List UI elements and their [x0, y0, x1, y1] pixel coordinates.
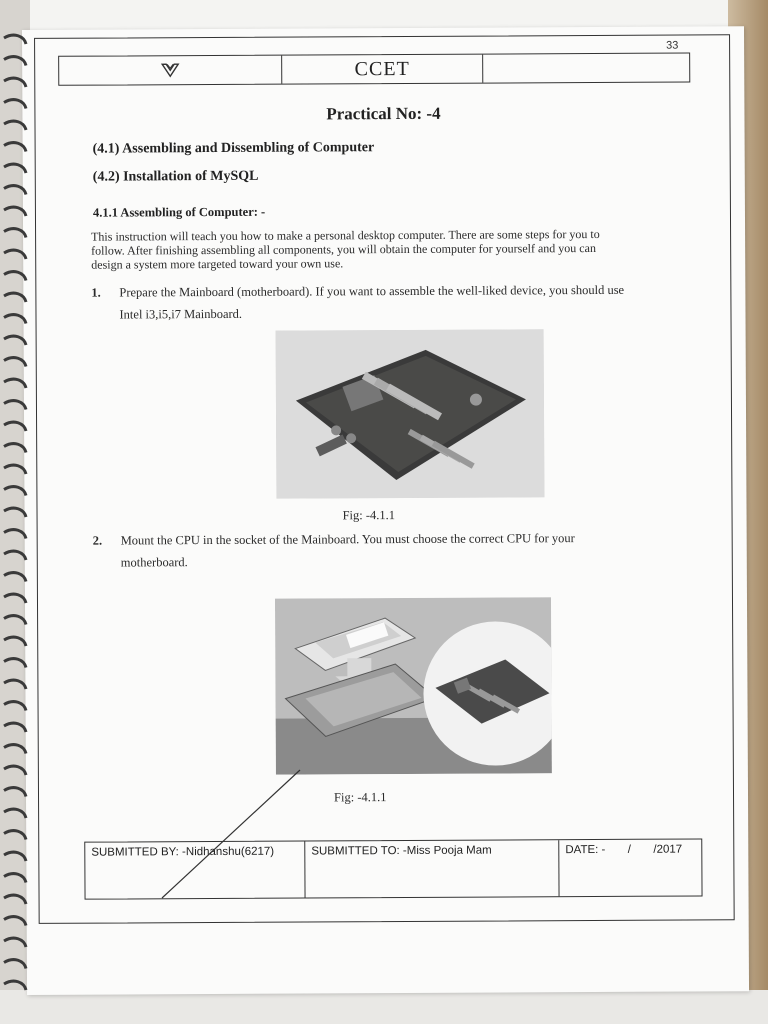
- spiral-ring: [4, 702, 26, 711]
- figure-caption: Fig: -4.1.1: [333, 790, 387, 805]
- date-cell: [559, 839, 701, 896]
- spiral-ring: [4, 659, 26, 668]
- intro-line: design a system more targeted toward your own use.: [91, 256, 344, 272]
- spiral-ring: [4, 207, 26, 216]
- practical-title: Practical No: -4: [326, 103, 441, 124]
- step-number: 2.: [92, 533, 103, 548]
- spiral-ring: [4, 960, 26, 969]
- spiral-ring: [4, 551, 26, 560]
- spiral-ring: [4, 35, 26, 44]
- spiral-ring: [4, 121, 26, 130]
- spiral-ring: [4, 573, 26, 582]
- spiral-ring: [4, 981, 26, 990]
- spiral-ring: [4, 487, 26, 496]
- header-blank-cell: [483, 54, 689, 83]
- step-text: Prepare the Mainboard (motherboard). If you want to assemble the well-liked device, you should use: [119, 282, 625, 300]
- date-year: /2017: [653, 843, 683, 856]
- header-table: [58, 53, 690, 86]
- document-page: [22, 26, 749, 995]
- step-text-continued: Intel i3,i5,i7 Mainboard.: [119, 306, 243, 322]
- spiral-ring: [4, 293, 26, 302]
- spiral-ring: [4, 895, 26, 904]
- spiral-ring: [4, 680, 26, 689]
- page-number: 33: [666, 39, 679, 52]
- desk-background-bottom: [0, 990, 768, 1024]
- spiral-ring: [4, 809, 26, 818]
- spiral-ring: [4, 508, 26, 517]
- header-institute-cell: [282, 55, 483, 84]
- intro-line: follow. After finishing assembling all components, you will obtain the computer for yourself and you can: [91, 240, 596, 258]
- date-label: DATE: -: [565, 843, 606, 857]
- intro-paragraph: [91, 226, 716, 271]
- date-slash: /: [627, 843, 631, 856]
- spiral-ring: [4, 315, 26, 324]
- section-heading-4-1: (4.1) Assembling and Dissembling of Computer: [92, 140, 375, 157]
- step-text: Mount the CPU in the socket of the Mainboard. You must choose the correct CPU for your: [120, 531, 575, 548]
- spiral-ring: [4, 143, 26, 152]
- spiral-ring: [4, 164, 26, 173]
- spiral-ring: [4, 616, 26, 625]
- spiral-ring: [4, 938, 26, 947]
- spiral-ring: [4, 594, 26, 603]
- spiral-ring: [4, 229, 26, 238]
- spiral-ring: [4, 465, 26, 474]
- spiral-ring: [4, 723, 26, 732]
- spiral-ring: [4, 637, 26, 646]
- spiral-binding: [0, 0, 40, 1000]
- spiral-ring: [4, 422, 26, 431]
- spiral-ring: [4, 57, 26, 66]
- spiral-ring: [4, 78, 26, 87]
- spiral-ring: [4, 358, 26, 367]
- submitted-to-text: SUBMITTED TO: -Miss Pooja Mam: [311, 844, 492, 858]
- spiral-ring: [4, 788, 26, 797]
- spiral-ring: [4, 401, 26, 410]
- institute-logo-icon: [160, 62, 180, 78]
- motherboard-image: [276, 329, 545, 498]
- spiral-ring: [4, 831, 26, 840]
- spiral-ring: [4, 272, 26, 281]
- spiral-ring: [4, 100, 26, 109]
- submitted-by-text: SUBMITTED BY: -Nidhanshu(6217): [91, 845, 275, 859]
- spiral-ring: [4, 745, 26, 754]
- step-number: 1.: [91, 285, 101, 300]
- submission-footer: [84, 838, 702, 899]
- spiral-ring: [4, 874, 26, 883]
- spiral-ring: [4, 852, 26, 861]
- subheading-4-1-1: 4.1.1 Assembling of Computer: -: [92, 204, 266, 220]
- institute-name: CCET: [354, 57, 410, 80]
- spiral-ring: [4, 379, 26, 388]
- figure-cpu-mount: [275, 597, 552, 774]
- spiral-ring: [4, 444, 26, 453]
- spiral-ring: [4, 336, 26, 345]
- spiral-ring: [4, 766, 26, 775]
- submitted-to-cell: [305, 840, 559, 897]
- submitted-by-cell: [85, 842, 305, 899]
- step-text-continued: motherboard.: [120, 555, 188, 570]
- spiral-ring: [4, 530, 26, 539]
- step-1: [91, 278, 721, 325]
- section-heading-4-2: (4.2) Installation of MySQL: [92, 168, 259, 185]
- cpu-socket-image: [275, 597, 552, 774]
- spiral-ring: [4, 186, 26, 195]
- spiral-ring: [4, 250, 26, 259]
- step-2: [93, 526, 723, 573]
- header-logo-cell: [59, 56, 282, 85]
- spiral-ring: [4, 917, 26, 926]
- intro-line: This instruction will teach you how to make a personal desktop computer. There are some steps for you to: [91, 226, 600, 244]
- figure-caption: Fig: -4.1.1: [342, 508, 396, 523]
- figure-motherboard: [276, 329, 545, 498]
